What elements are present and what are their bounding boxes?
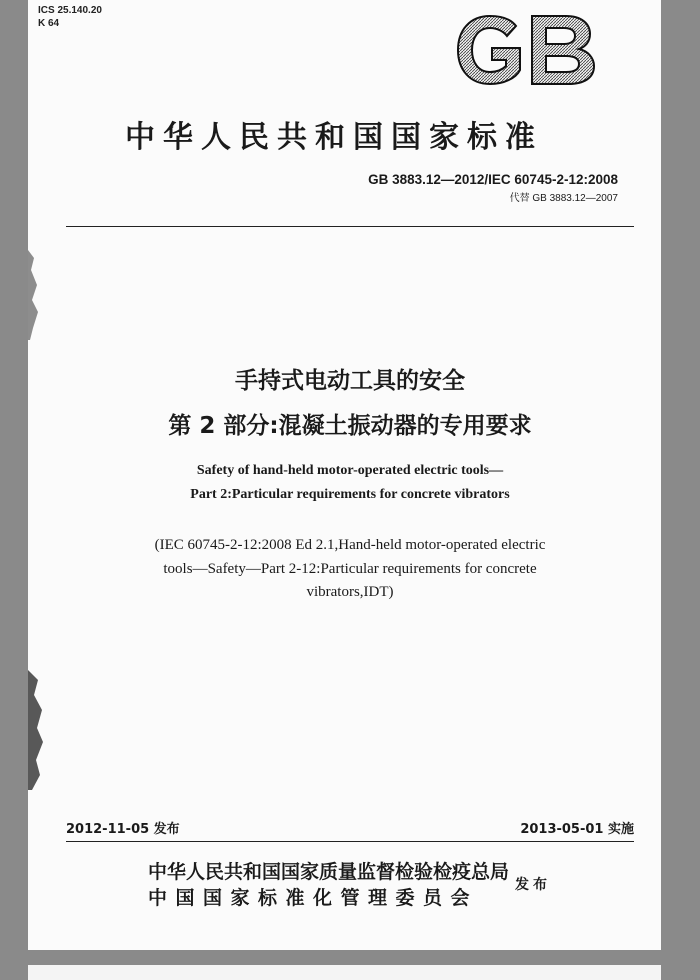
scan-noise-mark: [28, 670, 44, 790]
iec-reference-line-1: (IEC 60745-2-12:2008 Ed 2.1,Hand-held motor-operated electric: [154, 537, 546, 553]
logo-text: GB: [454, 12, 456, 13]
ics-code: ICS 25.140.20: [38, 5, 102, 16]
issuer-line-2: 中国国家标准化管理委员会: [148, 887, 479, 909]
classification-codes: [38, 4, 102, 30]
chinese-title-line-2: 第 2 部分:混凝土振动器的专用要求: [168, 413, 532, 439]
divider-bottom: [66, 841, 634, 842]
divider-top: [66, 226, 634, 227]
english-title-line-1: Safety of hand-held motor-operated electric tools—: [196, 463, 504, 478]
next-page-edge: [28, 965, 661, 980]
implementation-date: 2013-05-01 实施: [520, 822, 634, 837]
issuer-line-1: 中华人民共和国国家质量监督检验检疫总局: [148, 861, 510, 883]
chinese-title-line-1: 手持式电动工具的安全: [235, 368, 465, 394]
replaces-standard: 代替 GB 3883.12—2007: [509, 193, 618, 204]
k-code: K 64: [38, 18, 60, 29]
standard-number: GB 3883.12—2012/IEC 60745-2-12:2008: [368, 172, 618, 187]
iec-reference-line-2: tools—Safety—Part 2-12:Particular requirements for concrete: [163, 561, 537, 577]
english-title-line-2: Part 2:Particular requirements for concrete vibrators: [190, 487, 510, 502]
scan-noise-mark: [28, 250, 44, 340]
issue-date: 2012-11-05 发布: [66, 822, 180, 837]
gb-logo: [454, 12, 599, 87]
publish-label: 发布: [515, 877, 551, 893]
page-title: 中华人民共和国国家标准: [125, 120, 543, 155]
iec-reference-line-3: vibrators,IDT): [306, 584, 394, 600]
